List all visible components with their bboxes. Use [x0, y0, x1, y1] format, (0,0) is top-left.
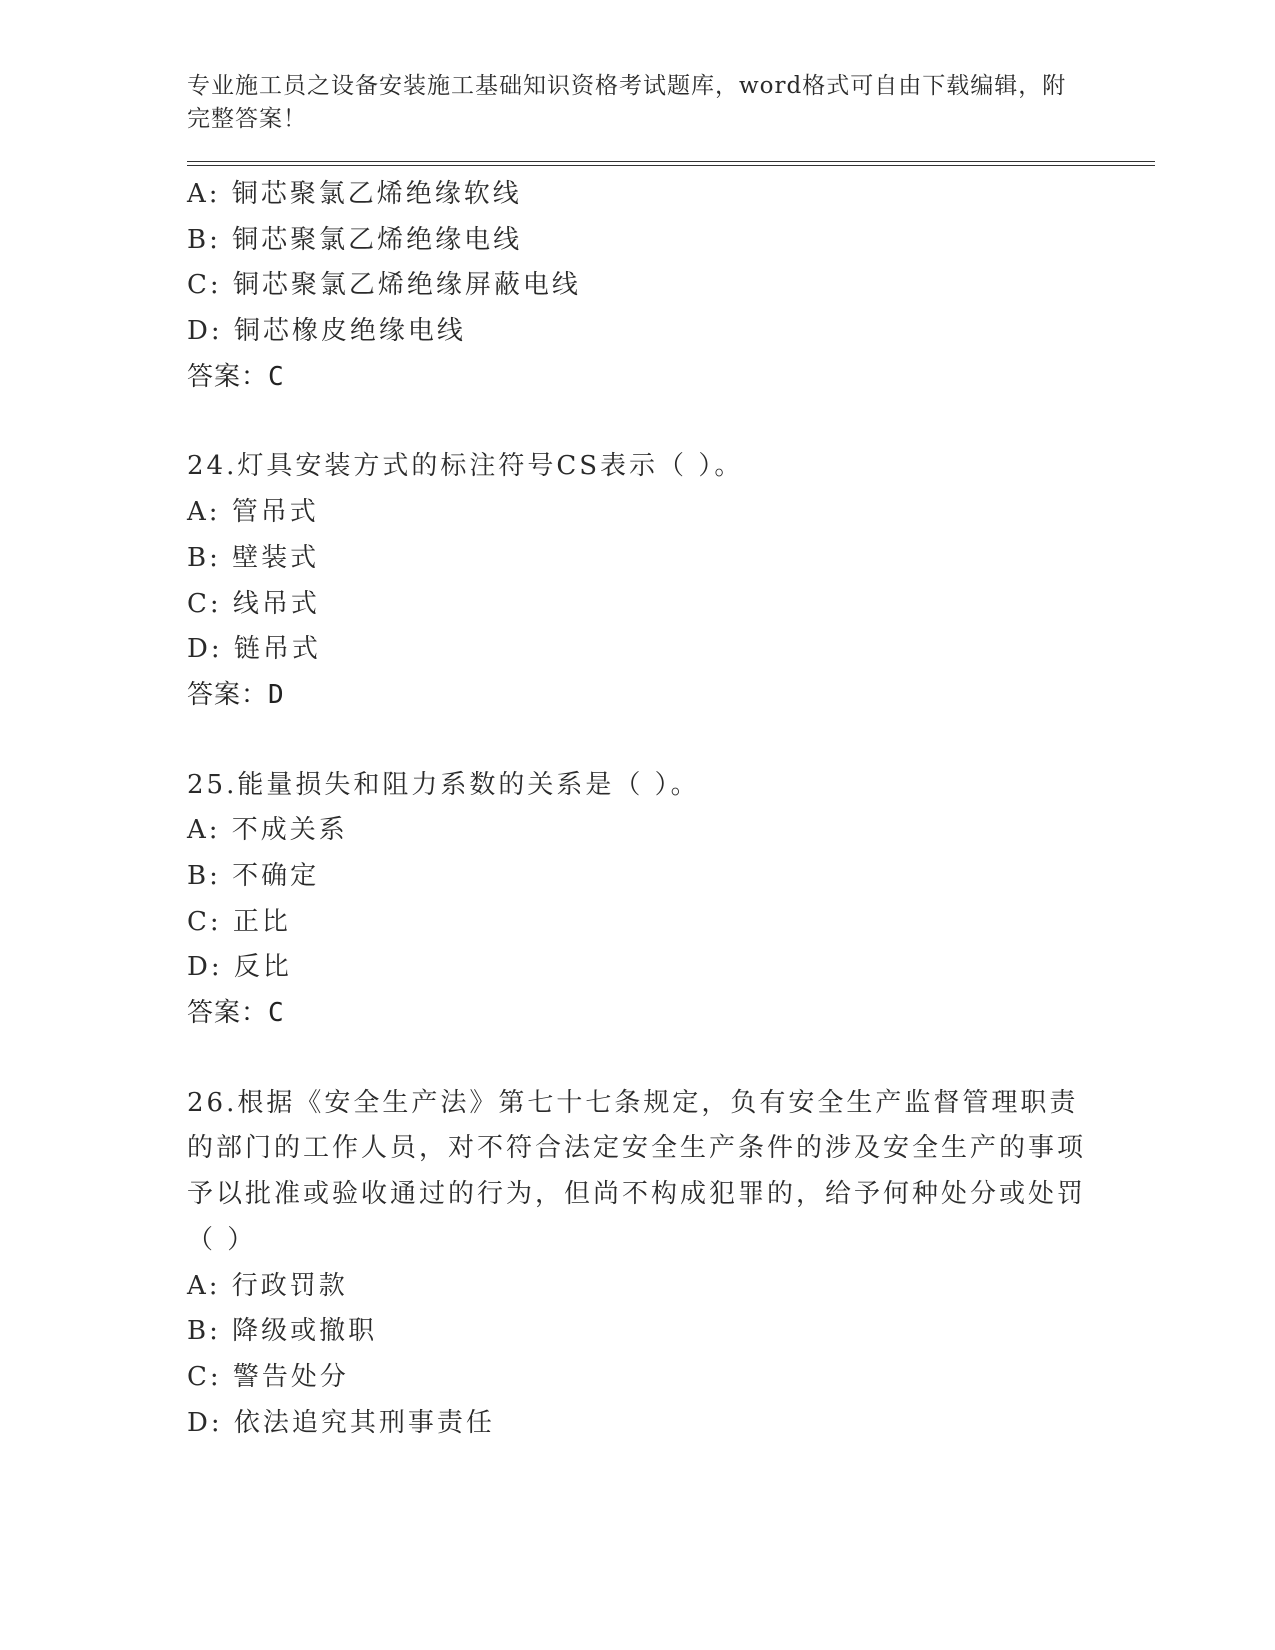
answer-label: 答案：D — [187, 679, 285, 710]
document-header: 专业施工员之设备安装施工基础知识资格考试题库，word格式可自由下载编辑，附完整答案！ — [187, 73, 1067, 132]
question-24-block — [187, 444, 1147, 718]
answer-label: 答案：C — [187, 998, 285, 1029]
spacer — [187, 400, 1147, 444]
question-text: 24.灯具安装方式的标注符号CS表示（ ）。 — [187, 451, 744, 482]
document-page — [187, 70, 1147, 1446]
option-a: A: 管吊式 — [187, 497, 319, 528]
option-c: C: 警告处分 — [187, 1361, 349, 1392]
option-c: C: 铜芯聚氯乙烯绝缘屏蔽电线 — [187, 270, 581, 301]
spacer — [187, 1037, 1147, 1081]
option-d: D: 铜芯橡皮绝缘电线 — [187, 316, 466, 347]
answer-label: 答案：C — [187, 361, 285, 392]
option-a: A: 铜芯聚氯乙烯绝缘软线 — [187, 179, 522, 209]
option-a: A: 行政罚款 — [187, 1270, 348, 1301]
question-25-block — [187, 763, 1147, 1037]
option-b: B: 不确定 — [187, 860, 320, 891]
option-b: B: 铜芯聚氯乙烯绝缘电线 — [187, 224, 523, 255]
question-text: 26.根据《安全生产法》第七十七条规定，负有安全生产监督管理职责的部门的工作人员，对不符合法定安全生产条件的涉及安全生产的事项予以批准或验收通过的行为，但尚不构成犯罪的，给予何种处分或处罚（ ） — [187, 1087, 1087, 1255]
header-divider — [187, 161, 1155, 166]
option-c: C: 线吊式 — [187, 588, 320, 619]
option-a: A: 不成关系 — [187, 815, 348, 846]
option-b: B: 壁装式 — [187, 542, 320, 573]
option-c: C: 正比 — [187, 906, 291, 937]
option-d: D: 反比 — [187, 952, 292, 983]
option-b: B: 降级或撤职 — [187, 1316, 378, 1347]
question-text: 25.能量损失和阻力系数的关系是（ ）。 — [187, 769, 700, 800]
spacer — [187, 719, 1147, 763]
question-26-block — [187, 1081, 1147, 1447]
option-d: D: 链吊式 — [187, 634, 321, 665]
question-23-block — [187, 172, 1147, 400]
option-d: D: 依法追究其刑事责任 — [187, 1407, 495, 1438]
